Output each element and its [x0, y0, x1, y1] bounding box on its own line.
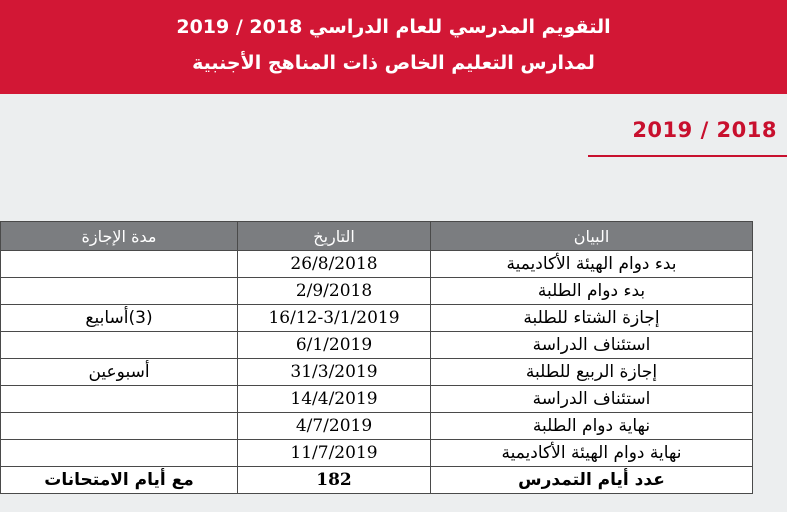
- description-cell: نهاية دوام الهيئة الأكاديمية: [431, 440, 753, 467]
- duration-cell: [1, 413, 238, 440]
- table-row: [1, 278, 753, 305]
- duration-cell: [1, 386, 238, 413]
- table-row: [1, 413, 753, 440]
- date-cell: 11/7/2019: [238, 440, 431, 467]
- total-note-cell: مع أيام الامتحانات: [1, 467, 238, 494]
- description-cell: نهاية دوام الطلبة: [431, 413, 753, 440]
- date-cell: 31/3/2019: [238, 359, 431, 386]
- header-banner: [0, 0, 787, 94]
- total-label-cell: عدد أيام التمدرس: [431, 467, 753, 494]
- column-header-description: البيان: [431, 222, 753, 251]
- table-row: [1, 332, 753, 359]
- page-subtitle: لمدارس التعليم الخاص ذات المناهج الأجنبية: [192, 52, 595, 74]
- description-cell: بدء دوام الطلبة: [431, 278, 753, 305]
- column-header-date: التاريخ: [238, 222, 431, 251]
- date-cell: 2/9/2018: [238, 278, 431, 305]
- table-row: [1, 251, 753, 278]
- duration-cell: (3)أسابيع: [1, 305, 238, 332]
- date-cell: 16/12-3/1/2019: [238, 305, 431, 332]
- page-title: التقويم المدرسي للعام الدراسي 2018 / 2019: [176, 16, 611, 38]
- date-cell: 6/1/2019: [238, 332, 431, 359]
- date-cell: 4/7/2019: [238, 413, 431, 440]
- year-heading: 2019 / 2018: [632, 118, 777, 142]
- duration-cell: أسبوعين: [1, 359, 238, 386]
- table-row: [1, 359, 753, 386]
- duration-cell: [1, 251, 238, 278]
- total-value-cell: 182: [238, 467, 431, 494]
- description-cell: استئناف الدراسة: [431, 386, 753, 413]
- description-cell: بدء دوام الهيئة الأكاديمية: [431, 251, 753, 278]
- description-cell: استئناف الدراسة: [431, 332, 753, 359]
- duration-cell: [1, 440, 238, 467]
- date-cell: 14/4/2019: [238, 386, 431, 413]
- table-row: [1, 305, 753, 332]
- calendar-table: [0, 221, 753, 494]
- total-row: [1, 467, 753, 494]
- date-cell: 26/8/2018: [238, 251, 431, 278]
- table-header-row: [1, 222, 753, 251]
- duration-cell: [1, 278, 238, 305]
- column-header-duration: مدة الإجازة: [1, 222, 238, 251]
- description-cell: إجازة الربيع للطلبة: [431, 359, 753, 386]
- year-underline: [588, 155, 787, 157]
- table-row: [1, 386, 753, 413]
- duration-cell: [1, 332, 238, 359]
- description-cell: إجازة الشتاء للطلبة: [431, 305, 753, 332]
- table-row: [1, 440, 753, 467]
